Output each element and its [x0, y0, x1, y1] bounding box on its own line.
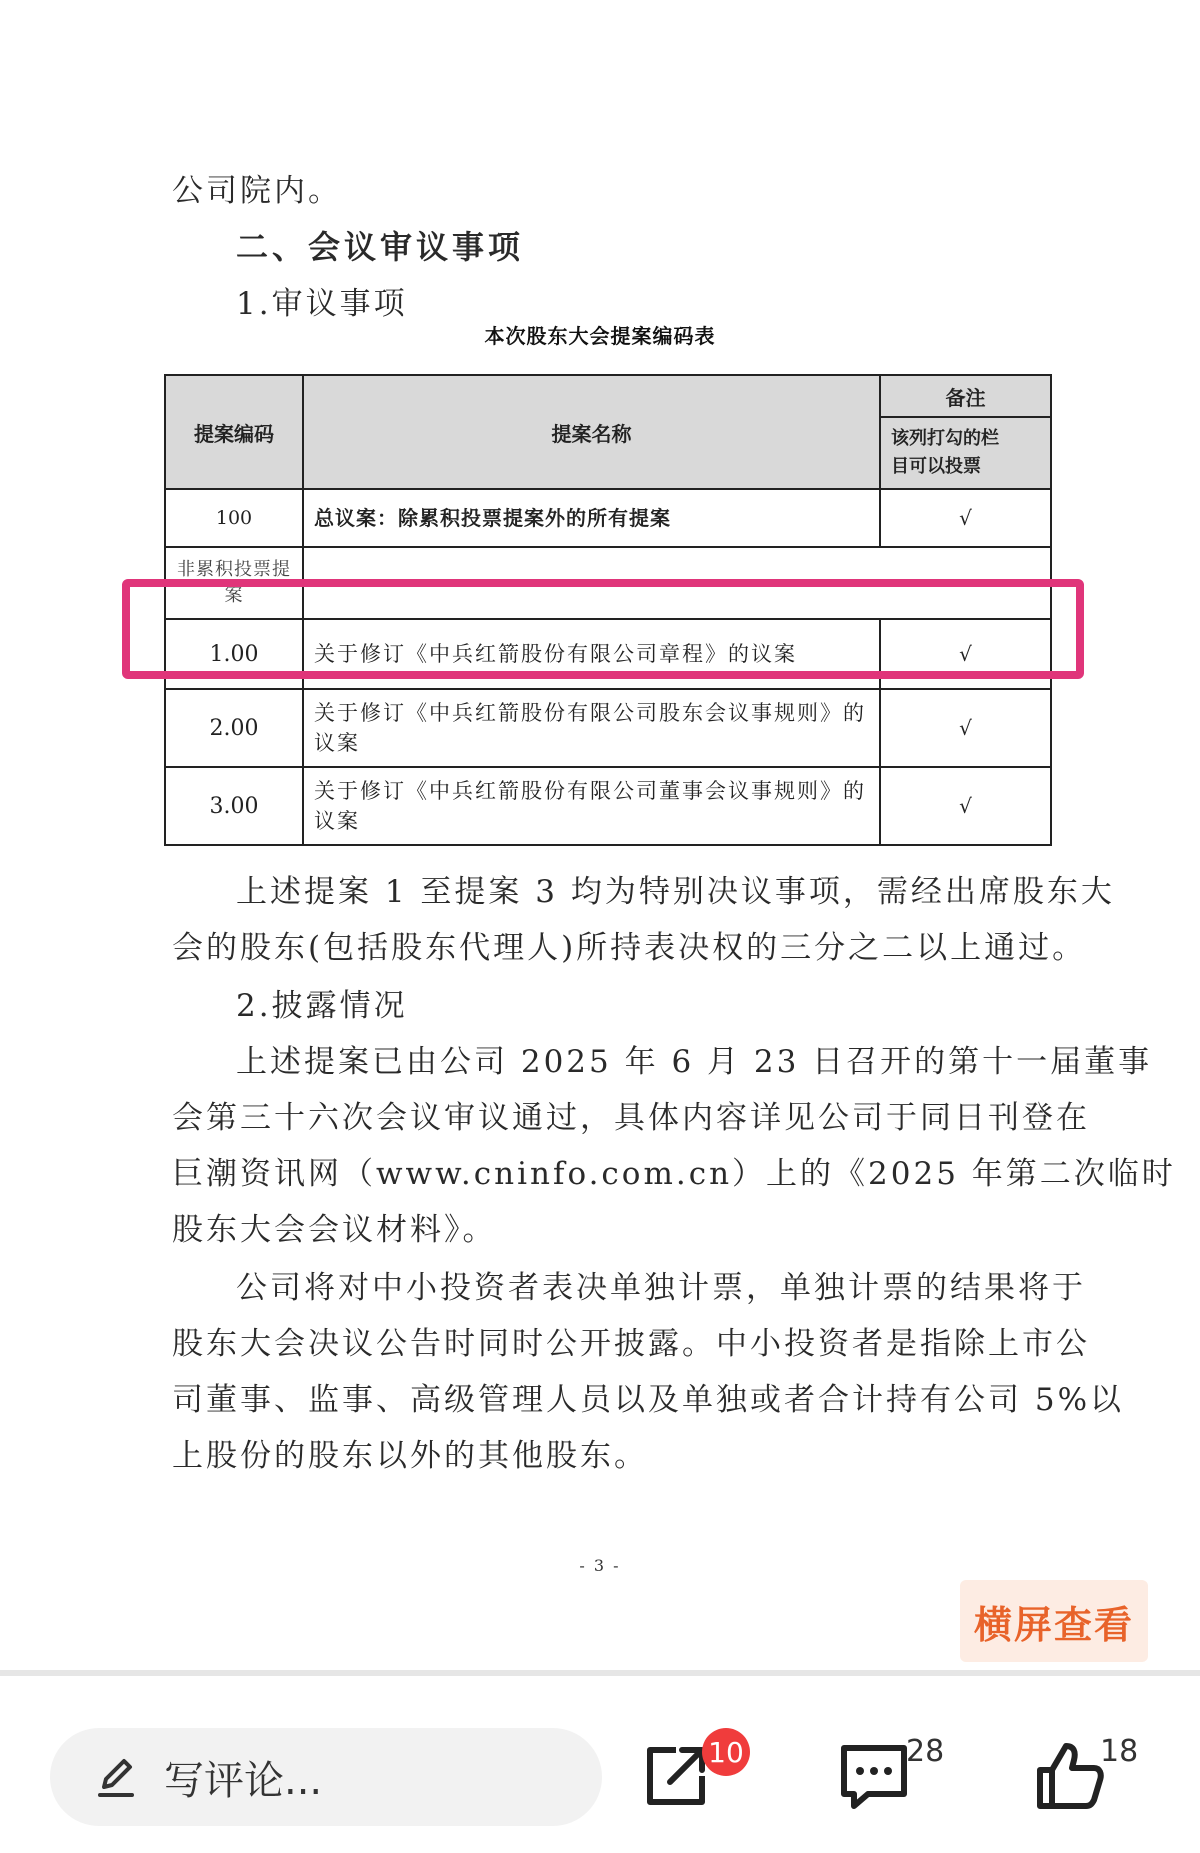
row-code: 3.00: [165, 767, 303, 845]
subsection-heading-2: 2.披露情况: [236, 988, 408, 1024]
row-code: 100: [165, 489, 303, 547]
comment-input[interactable]: [50, 1728, 602, 1826]
para-small-investor-line3: 司董事、监事、高级管理人员以及单独或者合计持有公司 5%以: [172, 1382, 1125, 1418]
share-count-badge: 10: [702, 1728, 750, 1776]
row-check: √: [880, 689, 1051, 767]
row-code: 非累积投票提案: [165, 547, 303, 619]
table-caption: 本次股东大会提案编码表: [484, 324, 716, 348]
para-disclosure-line2: 会第三十六次会议审议通过，具体内容详见公司于同日刊登在: [172, 1100, 1090, 1136]
comment-placeholder: 写评论...: [164, 1757, 323, 1804]
proposal-table: [164, 374, 1052, 846]
para-disclosure-line1: 上述提案已由公司 2025 年 6 月 23 日召开的第十一届董事: [236, 1044, 1153, 1080]
row-name: 总议案：除累积投票提案外的所有提案: [303, 489, 880, 547]
para-disclosure-line3: 巨潮资讯网（www.cninfo.com.cn）上的《2025 年第二次临时: [172, 1156, 1176, 1192]
header-name: 提案名称: [303, 375, 880, 489]
page-number: - 3 -: [579, 1556, 621, 1575]
para-special-line1: 上述提案 1 至提案 3 均为特别决议事项，需经出席股东大: [236, 874, 1115, 910]
para-small-investor-line1: 公司将对中小投资者表决单独计票，单独计票的结果将于: [236, 1270, 1086, 1306]
para-disclosure-line4: 股东大会会议材料》。: [172, 1212, 497, 1248]
row-code: 1.00: [165, 619, 303, 689]
table-header-row: [165, 375, 1051, 417]
row-check: √: [880, 619, 1051, 689]
para-small-investor-line2: 股东大会决议公告时同时公开披露。中小投资者是指除上市公: [172, 1326, 1090, 1362]
header-remark-sub: [880, 417, 1051, 489]
comment-icon[interactable]: [834, 1736, 914, 1816]
comment-count: 28: [906, 1734, 945, 1769]
landscape-view-button[interactable]: 横屏查看: [960, 1580, 1148, 1662]
like-count: 18: [1100, 1734, 1139, 1769]
header-remark-sub-line2: 目可以投票: [891, 456, 981, 477]
pencil-icon: [94, 1755, 138, 1799]
subsection-heading-1: 1.审议事项: [236, 286, 408, 322]
row-code: 2.00: [165, 689, 303, 767]
row-name: 关于修订《中兵红箭股份有限公司董事会议事规则》的议案: [303, 767, 880, 845]
para-special-line2: 会的股东(包括股东代理人)所持表决权的三分之二以上通过。: [172, 930, 1087, 966]
table-row-highlighted: [165, 619, 1051, 689]
row-check: √: [880, 489, 1051, 547]
table-row: [165, 547, 1051, 619]
section-heading: 二、会议审议事项: [236, 228, 525, 266]
table-row: [165, 689, 1051, 767]
header-code: 提案编码: [165, 375, 303, 489]
row-name: 关于修订《中兵红箭股份有限公司股东会议事规则》的议案: [303, 689, 880, 767]
header-remark: 备注: [880, 375, 1051, 417]
table-row: [165, 489, 1051, 547]
para-intro-tail: 公司院内。: [172, 173, 342, 209]
row-check: √: [880, 767, 1051, 845]
header-remark-sub-line1: 该列打勾的栏: [891, 428, 999, 449]
thumbs-up-icon[interactable]: [1030, 1736, 1110, 1816]
table-row: [165, 767, 1051, 845]
bottom-action-bar: [0, 1670, 1200, 1853]
row-name: 关于修订《中兵红箭股份有限公司章程》的议案: [303, 619, 880, 689]
para-small-investor-line4: 上股份的股东以外的其他股东。: [172, 1438, 648, 1474]
row-name: [303, 547, 1051, 619]
